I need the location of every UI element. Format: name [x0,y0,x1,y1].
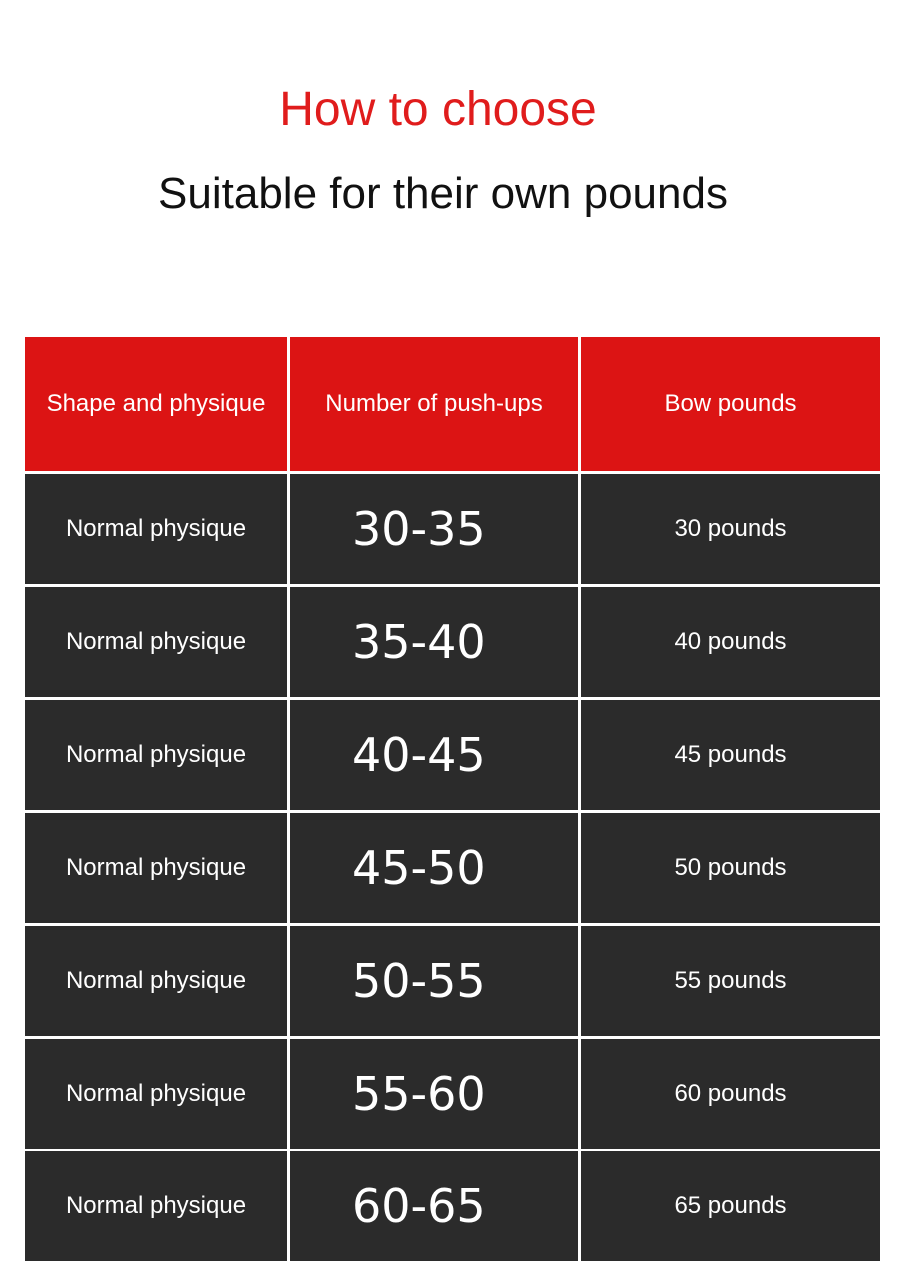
pounds-cell: 30 pounds [581,474,880,584]
pounds-table [25,337,880,1261]
pounds-cell: 55 pounds [581,926,880,1036]
pounds-cell: 40 pounds [581,587,880,697]
pounds-cell: 60 pounds [581,1039,880,1149]
physique-cell: Normal physique [25,1039,287,1149]
pounds-cell: 45 pounds [581,700,880,810]
header-push-ups: Number of push-ups [290,337,578,471]
physique-cell: Normal physique [25,587,287,697]
physique-cell: Normal physique [25,700,287,810]
page-subtitle: Suitable for their own pounds [158,169,728,218]
pounds-cell: 50 pounds [581,813,880,923]
pushups-cell: 35-40 [290,587,578,697]
physique-cell: Normal physique [25,813,287,923]
header-bow-pounds: Bow pounds [581,337,880,471]
pounds-cell: 65 pounds [581,1151,880,1261]
pushups-cell: 40-45 [290,700,578,810]
pushups-cell: 60-65 [290,1151,578,1261]
physique-cell: Normal physique [25,474,287,584]
pushups-cell: 30-35 [290,474,578,584]
header-shape-physique: Shape and physique [25,337,287,471]
page-title: How to choose [279,83,597,136]
pushups-cell: 50-55 [290,926,578,1036]
pushups-cell: 45-50 [290,813,578,923]
physique-cell: Normal physique [25,1151,287,1261]
pushups-cell: 55-60 [290,1039,578,1149]
physique-cell: Normal physique [25,926,287,1036]
